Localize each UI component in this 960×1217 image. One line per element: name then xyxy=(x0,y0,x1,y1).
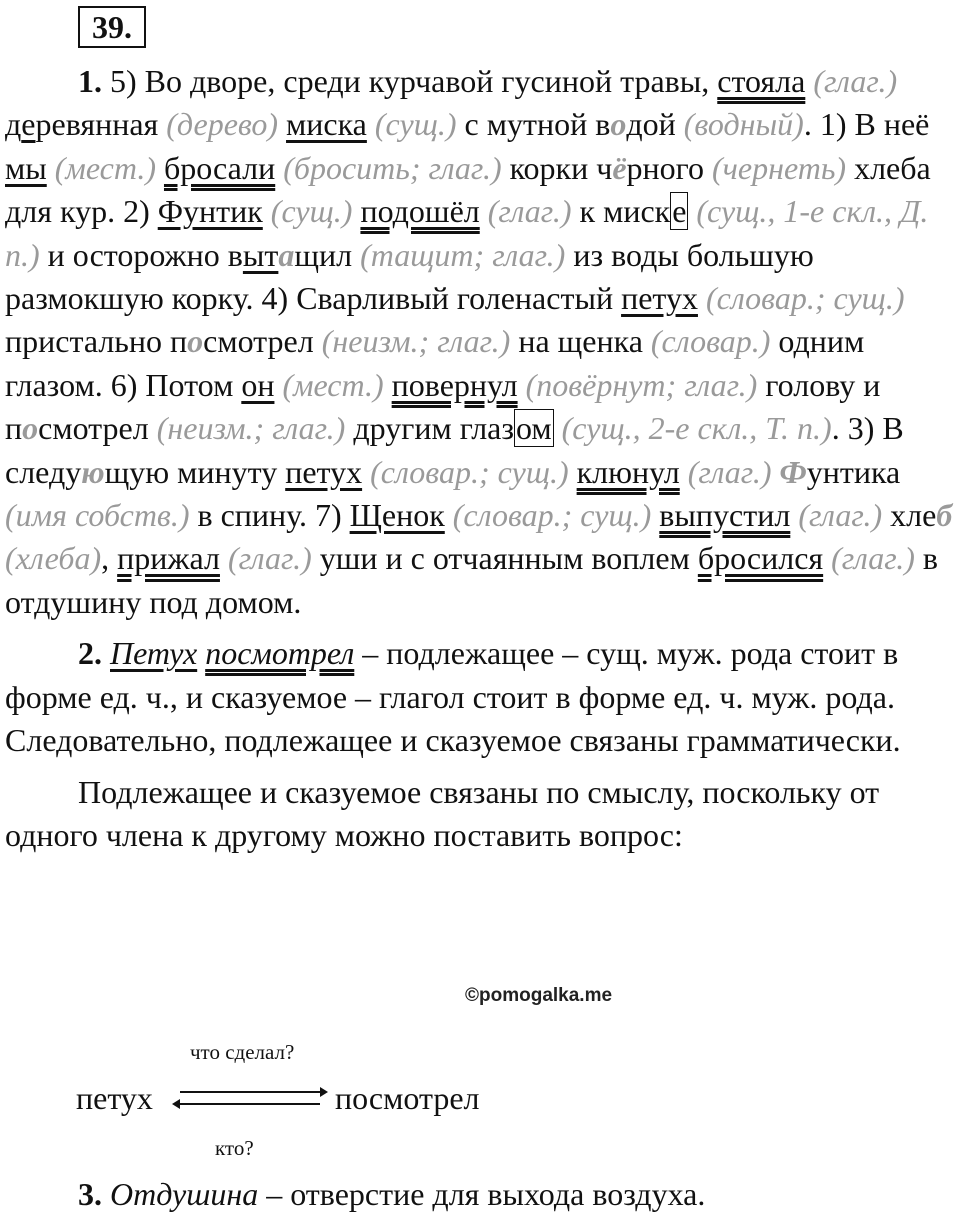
text-run xyxy=(772,454,780,490)
text-run xyxy=(384,367,392,403)
text-run: дой xyxy=(626,106,684,143)
exercise-text xyxy=(5,60,953,857)
text-run xyxy=(698,280,706,316)
text-run: унтика xyxy=(806,453,901,490)
text-run: корки ч xyxy=(501,149,613,186)
scheme-subject-word: петух xyxy=(76,1080,153,1116)
task-3-paragraph xyxy=(78,1176,705,1213)
text-run: смотрел xyxy=(203,323,322,360)
text-run: , xyxy=(101,540,118,577)
question-what-did: что сделал? xyxy=(190,1040,295,1064)
highlighted-letter: о xyxy=(22,410,39,447)
subject: Петух xyxy=(110,635,198,672)
subject: Фунтик xyxy=(157,193,263,230)
prefix-mark: ыт xyxy=(242,236,279,273)
text-run xyxy=(362,454,370,490)
text-run: из воды большую размокшую корку. 4) Сварливый голенастый xyxy=(5,236,814,317)
text-run: хле xyxy=(882,497,937,534)
comment: (глаг.) xyxy=(487,193,572,230)
text-run: – подлежащее – сущ. муж. рода стоит в форме ед. ч., и сказуемое – глагол стоит в форме ед. ч. муж. рода. Следовательно, подлежащее и сказуемое связаны грамматически. xyxy=(5,635,901,759)
subject: миска xyxy=(286,106,367,143)
comment: (глаг.) xyxy=(813,63,898,99)
text-run: в отдушину под домом. xyxy=(5,540,939,620)
predicate: подошёл xyxy=(360,193,480,230)
text-run: Подлежащее и сказуемое связаны по смыслу, поскольку от одного члена к другому можно поставить вопрос: xyxy=(5,773,880,853)
text-run: рного xyxy=(626,149,712,186)
text-run xyxy=(367,106,375,142)
marked-letter: е xyxy=(21,106,36,143)
comment: (хлеба) xyxy=(5,540,102,577)
comment: (неизм.; глаг.) xyxy=(156,410,346,447)
comment: (словар.; сущ.) xyxy=(705,280,905,317)
comment: (водный) xyxy=(683,106,804,143)
comment: (мест.) xyxy=(54,149,156,186)
text-run: другим глаз xyxy=(345,410,514,447)
predicate: клюнул xyxy=(576,453,680,490)
definition: – отверстие для выхода воздуха. xyxy=(258,1176,706,1212)
predicate: посмотрел xyxy=(205,635,355,672)
text-run: . 1) В неё xyxy=(803,106,930,143)
subject: мы xyxy=(5,149,47,186)
ending-box: е xyxy=(672,193,687,230)
comment: (глаг.) xyxy=(687,453,772,490)
comment: (имя собств.) xyxy=(5,497,190,534)
task-3-number: 3. xyxy=(78,1176,102,1212)
text-run: одним глазом. 6) Потом xyxy=(5,323,865,403)
text-run: . 3) В следу xyxy=(5,410,904,490)
text-run xyxy=(47,150,55,186)
comment: (глаг.) xyxy=(798,497,883,534)
highlighted-letter: ё xyxy=(612,149,627,186)
text-run xyxy=(278,106,286,142)
text-run: и осторожно в xyxy=(39,236,243,273)
predicate: бросился xyxy=(697,540,824,577)
text-run xyxy=(156,150,164,186)
comment: (глаг.) xyxy=(831,540,915,577)
comment: (словар.; сущ.) xyxy=(370,453,569,490)
text-run: на щенка xyxy=(510,323,651,360)
subject: петух xyxy=(285,453,363,490)
predicate: стояла xyxy=(717,63,806,99)
text-run: д xyxy=(5,106,22,143)
text-run: голову и п xyxy=(5,366,881,447)
ending-box: ом xyxy=(516,410,552,447)
scheme-predicate-word: посмотрел xyxy=(335,1080,480,1116)
task-1-paragraph xyxy=(5,60,953,624)
text-run xyxy=(518,367,526,403)
text-run xyxy=(480,193,488,229)
text-run: уши и с отчаянным воплем xyxy=(311,540,698,577)
watermark: ©pomogalka.me xyxy=(465,985,613,1006)
task-2-paragraph xyxy=(5,632,953,762)
highlighted-letter: б xyxy=(936,497,953,534)
text-run xyxy=(569,454,577,490)
highlighted-letter: о xyxy=(610,106,627,143)
text-run: пристально п xyxy=(5,323,188,360)
comment: (тащит; глаг.) xyxy=(360,236,566,273)
comment: (сущ., 1-е скл., Д. п.) xyxy=(5,193,929,273)
text-run: с мутной в xyxy=(456,106,611,143)
highlighted-letter: Ф xyxy=(779,453,807,490)
double-arrow-icon xyxy=(170,1082,330,1118)
text-run: в спину. 7) xyxy=(189,497,350,534)
text-run xyxy=(554,410,562,446)
comment: (бросить; глаг.) xyxy=(283,149,502,186)
question-who: кто? xyxy=(215,1136,254,1160)
highlighted-letter: о xyxy=(187,323,204,360)
comment: (повёрнут; глаг.) xyxy=(525,366,758,403)
comment: (чернеть) xyxy=(711,149,847,186)
text-run: смотрел xyxy=(38,410,157,447)
term: Отдушина xyxy=(110,1176,259,1212)
text-run xyxy=(823,540,831,576)
comment: (словар.) xyxy=(650,323,771,360)
comment: (сущ., 2-е скл., Т. п.) xyxy=(561,410,832,447)
text-run: щил xyxy=(294,236,361,273)
subject: петух xyxy=(621,280,698,317)
comment: (словар.; сущ.) xyxy=(452,497,652,534)
text-run xyxy=(680,454,688,490)
predicate: выпустил xyxy=(659,497,791,534)
comment: (сущ.) xyxy=(374,106,457,143)
text-run xyxy=(263,193,271,229)
comment: (глаг.) xyxy=(227,540,312,577)
predicate: повернул xyxy=(391,366,518,403)
comment: (мест.) xyxy=(282,366,384,403)
predicate: прижал xyxy=(117,540,220,577)
text-run xyxy=(220,540,228,576)
task-1-number: 1. xyxy=(78,63,102,99)
semantic-link-paragraph xyxy=(5,771,953,858)
subject: Щенок xyxy=(349,497,445,534)
text-run: ревянная xyxy=(35,106,167,143)
predicate: бросали xyxy=(163,149,276,186)
highlighted-letter: ю xyxy=(81,453,105,490)
text-run: щую минуту xyxy=(104,453,286,490)
text-run: 5) Во дворе, среди курчавой гусиной травы, xyxy=(102,63,718,99)
comment: (неизм.; глаг.) xyxy=(321,323,511,360)
text-run xyxy=(445,497,453,533)
subject: он xyxy=(241,366,275,403)
exercise-number: 39. xyxy=(78,6,146,48)
comment: (сущ.) xyxy=(270,193,353,230)
highlighted-letter: а xyxy=(278,236,295,273)
text-run: хлеба для кур. 2) xyxy=(5,149,931,230)
task-2-number: 2. xyxy=(78,635,102,672)
comment: (дерево) xyxy=(166,106,279,143)
text-run: к миск xyxy=(571,193,671,230)
